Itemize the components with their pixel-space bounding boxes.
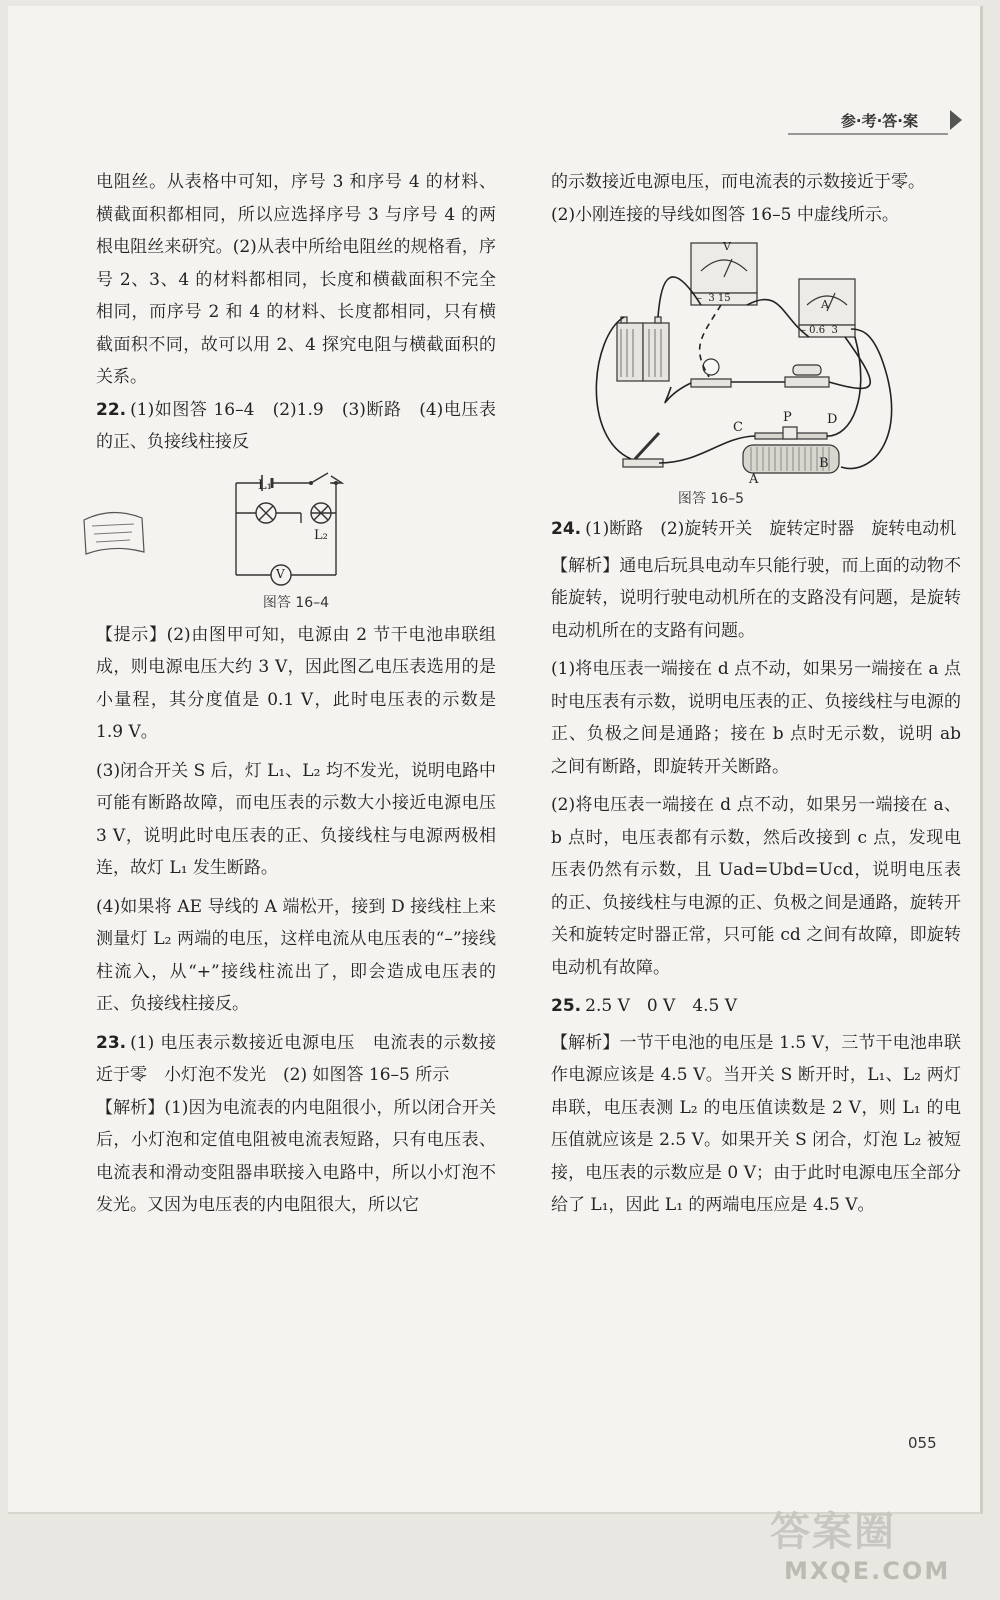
watermark-logo-text: 答案圈 bbox=[770, 1509, 896, 1555]
question-22-answer: (1)如图答 16–4 (2)1.9 (3)断路 (4)电压表的正、负接线柱接反 bbox=[96, 399, 496, 452]
dashed-wire-note: (2)小刚连接的导线如图答 16–5 中虚线所示。 bbox=[551, 204, 899, 225]
question-23 bbox=[96, 1027, 496, 1092]
study-stamp-icon bbox=[78, 504, 150, 564]
voltmeter-dial-label: V bbox=[723, 240, 731, 253]
watermark-url: MXQE.COM bbox=[784, 1557, 951, 1585]
resistor-wire-paragraph: 电阻丝。从表格中可知，序号 3 和序号 4 的材料、横截面积都相同，所以应选择序号 3 与序号 4 的两根电阻丝来研究。(2)从表中所给电阻丝的规格看，序号 2、3、4 的材料都相同，长度和横截面积不完全相同，而序号 2 和 4 的材料、长度都相同，只有横截面积不同，故可以用 2、4 探究电阻与横截面积的关系。 bbox=[96, 172, 496, 387]
ammeter-dial-label: A bbox=[821, 298, 829, 311]
header-arrow-icon bbox=[950, 110, 962, 130]
question-25-analysis: 【解析】一节干电池的电压是 1.5 V，三节干电池串联作电源应该是 4.5 V。当开关 S 断开时，L₁、L₂ 两灯串联，电压表测 L₂ 的电压值读数是 2 V，则 L₁ 的电压值就应该是 2.5 V。如果开关 S 闭合，灯泡 L₂ 被短接，电压表的示数应是 0 V；由于此时电源电压全部分给了 L₁，因此 L₁ 的两端电压应是 4.5 V。 bbox=[551, 1032, 961, 1215]
analysis-4-paragraph: (4)如果将 AE 导线的 A 端松开，接到 D 接线柱上来测量灯 L₂ 两端的电压，这样电流从电压表的“–”接线柱流入，从“+”接线柱流出了，即会造成电压表的正、负接线柱接反。 bbox=[96, 896, 496, 1014]
circuit-diagram-16-4 bbox=[96, 463, 496, 593]
question-24-analysis-2: (2)将电压表一端接在 d 点不动，如果另一端接在 a、b 点时，电压表都有示数，然后改接到 c 点，发现电压表仍然有示数，且 Uad=Ubd=Ucd，说明电压表的正、负接线柱与电源的正、负极之间是通路，旋转开关和旋转定时器正常，只可能 cd 之间有故障，即旋转电动机有故障。 bbox=[551, 795, 961, 978]
figure-16-5-caption: 图答 16–5 bbox=[677, 491, 745, 507]
left-column bbox=[96, 166, 496, 1222]
analysis-3-paragraph: (3)闭合开关 S 后，灯 L₁、L₂ 均不发光，说明电路中可能有断路故障，而电压表的示数大小接近电源电压 3 V，说明此时电压表的正、负接线柱与电源两极相连，故灯 L₁ 发生断路。 bbox=[96, 760, 496, 878]
terminal-d-label: D bbox=[827, 412, 838, 427]
figure-16-5 bbox=[551, 231, 961, 513]
question-number: 22. bbox=[96, 399, 127, 420]
figure-16-4-caption: 图答 16–4 bbox=[262, 594, 330, 611]
question-24-answer: (1)断路 (2)旋转开关 旋转定时器 旋转电动机 bbox=[585, 519, 957, 539]
continuation-paragraph: 的示数接近电源电压，而电流表的示数接近于零。 bbox=[551, 172, 925, 192]
question-24-analysis: 【解析】通电后玩具电动车只能行驶，而上面的动物不能旋转，说明行驶电动机所在的支路没有问题，是旋转电动机所在的支路有问题。 bbox=[551, 555, 961, 641]
page-number: 055 bbox=[908, 1434, 937, 1452]
hint-paragraph: 【提示】(2)由图甲可知，电源由 2 节干电池串联组成，则电源电压大约 3 V，因此图乙电压表选用的是小量程，其分度值是 0.1 V，此时电压表的示数是 1.9 V。 bbox=[96, 624, 496, 742]
ammeter-scale-label: – 0.6 3 bbox=[801, 325, 838, 336]
terminal-a-label: A bbox=[749, 472, 759, 487]
voltmeter-symbol-label: V bbox=[276, 566, 285, 581]
terminal-b-label: B bbox=[819, 456, 829, 471]
question-22 bbox=[96, 394, 496, 459]
question-25 bbox=[551, 990, 961, 1023]
answer-header bbox=[835, 106, 932, 134]
question-23-analysis: 【解析】(1)因为电流表的内电阻很小，所以闭合开关后，小灯泡和定值电阻被电流表短路，只有电压表、电流表和滑动变阻器串联接入电路中，所以小灯泡不发光。又因为电压表的内电阻很大，所以它 bbox=[96, 1097, 496, 1215]
l1-label: L₁ bbox=[258, 477, 272, 493]
question-24-analysis-1: (1)将电压表一端接在 d 点不动，如果另一端接在 a 点时电压表有示数，说明电压表的正、负接线柱与电源的正、负极之间是通路；接在 b 点时无示数，说明 ab 之间有断路，即旋转开关断路。 bbox=[551, 659, 961, 777]
question-number: 24. bbox=[551, 519, 582, 539]
l2-label: L₂ bbox=[314, 527, 328, 543]
book-page bbox=[8, 6, 983, 1514]
question-number: 23. bbox=[96, 1032, 127, 1053]
site-watermark bbox=[770, 1500, 950, 1585]
terminal-p-label: P bbox=[783, 410, 792, 425]
header-rule bbox=[788, 132, 948, 136]
question-24 bbox=[551, 513, 961, 546]
figure-16-4 bbox=[96, 459, 496, 619]
question-25-answer: 2.5 V 0 V 4.5 V bbox=[585, 996, 738, 1016]
question-number: 25. bbox=[551, 996, 582, 1016]
physical-circuit-16-5 bbox=[551, 237, 961, 487]
question-23-answer: (1) 电压表示数接近电源电压 电流表的示数接近于零 小灯泡不发光 (2) 如图答 16–5 所示 bbox=[96, 1032, 496, 1085]
header-label: 参·考·答·案 bbox=[840, 111, 918, 130]
voltmeter-scale-label: – 3 15 bbox=[697, 293, 731, 304]
right-column bbox=[551, 166, 961, 1222]
terminal-c-label: C bbox=[733, 420, 743, 435]
